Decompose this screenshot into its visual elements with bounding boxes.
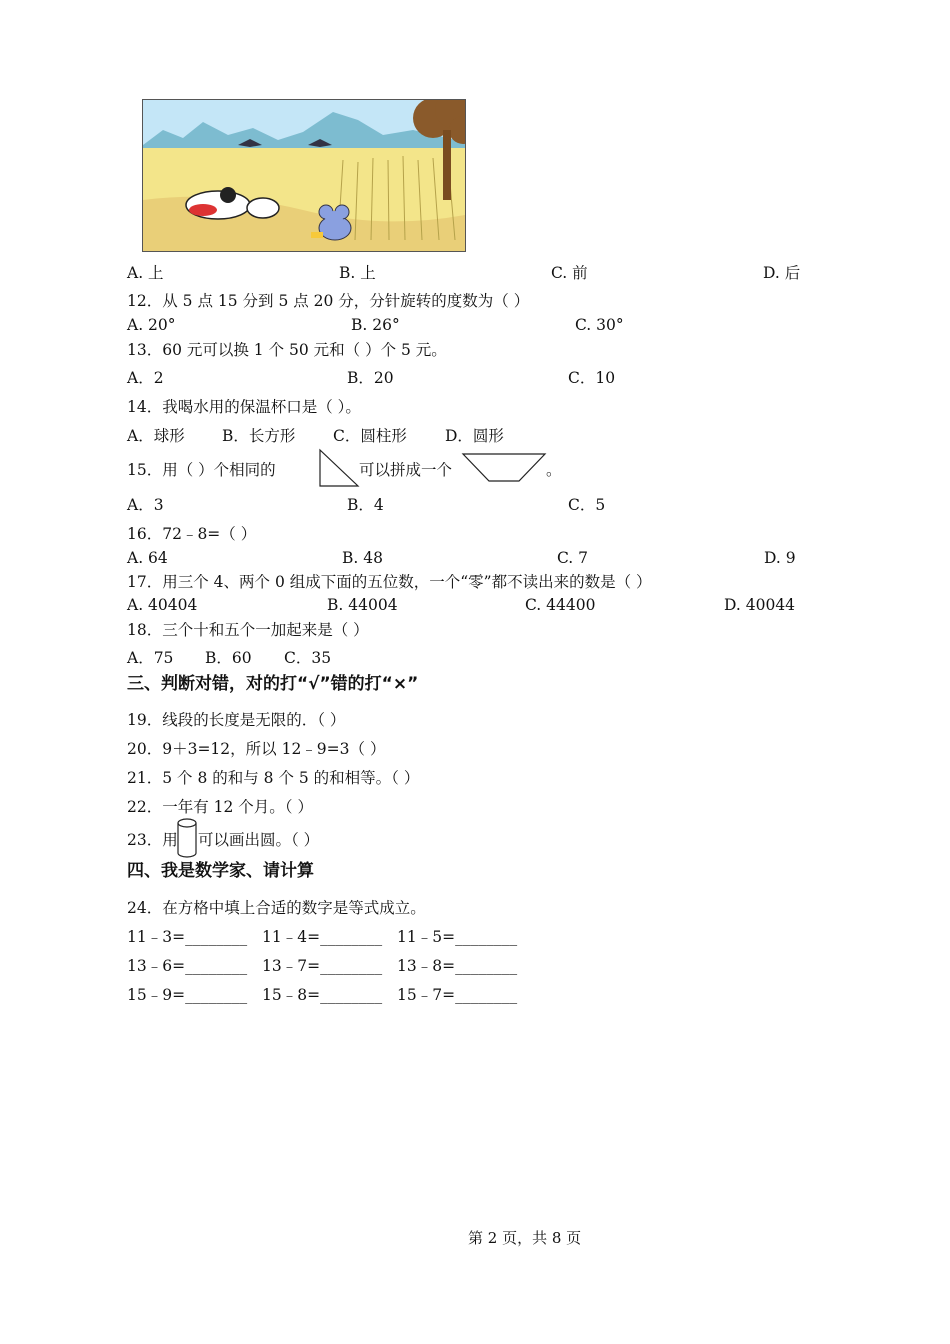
q17-option-c[interactable]: C. 44400 <box>525 596 596 614</box>
q24-equation[interactable]: 13﹣8=________ <box>397 957 518 975</box>
q12-option-b[interactable]: B. 26° <box>351 316 400 334</box>
q24-equation[interactable]: 15﹣7=________ <box>397 986 518 1004</box>
q19-question: 19．线段的长度是无限的．（ ） <box>127 711 346 729</box>
field-scene-svg <box>143 100 465 251</box>
q17-option-a[interactable]: A. 40404 <box>127 596 198 614</box>
q14-option-c[interactable]: C．圆柱形 <box>333 427 407 445</box>
q24-equation[interactable]: 11﹣5=________ <box>397 928 518 946</box>
q24-equation[interactable]: 15﹣9=________ <box>127 986 248 1004</box>
q14-option-b[interactable]: B．长方形 <box>222 427 296 445</box>
q18-question: 18．三个十和五个一加起来是（ ） <box>127 621 369 639</box>
q11-option-d[interactable]: D. 后 <box>763 264 801 282</box>
q21-question: 21．5 个 8 的和与 8 个 5 的和相等。（ ） <box>127 769 420 787</box>
q23-question-part1: 23．用 <box>127 831 178 849</box>
q11-option-a[interactable]: A. 上 <box>127 264 164 282</box>
q15-option-b[interactable]: B．4 <box>347 496 384 514</box>
q16-option-b[interactable]: B. 48 <box>342 549 383 567</box>
q11-option-c[interactable]: C. 前 <box>551 264 588 282</box>
q15-question-part3: 。 <box>546 461 562 479</box>
q14-option-d[interactable]: D．圆形 <box>445 427 504 445</box>
q15-question-part1: 15．用（ ）个相同的 <box>127 461 276 479</box>
q16-option-d[interactable]: D. 9 <box>764 549 796 567</box>
q15-question-part2: 可以拼成一个 <box>359 461 453 479</box>
q12-option-a[interactable]: A. 20° <box>127 316 176 334</box>
q14-question: 14．我喝水用的保温杯口是（ ）。 <box>127 398 361 416</box>
q20-question: 20．9＋3=12，所以 12﹣9=3（ ） <box>127 740 386 758</box>
q14-option-a[interactable]: A．球形 <box>127 427 185 445</box>
q13-option-a[interactable]: A．2 <box>127 369 164 387</box>
q11-option-b[interactable]: B. 上 <box>339 264 376 282</box>
q22-question: 22．一年有 12 个月。（ ） <box>127 798 313 816</box>
q24-equation[interactable]: 13﹣6=________ <box>127 957 248 975</box>
q13-option-c[interactable]: C．10 <box>568 369 616 387</box>
q12-option-c[interactable]: C. 30° <box>575 316 624 334</box>
page-footer: 第 2 页，共 8 页 <box>468 1229 582 1247</box>
section-3-title: 三、判断对错，对的打“√”错的打“×” <box>127 674 419 694</box>
cylinder-icon <box>176 817 198 859</box>
q24-equation[interactable]: 11﹣3=________ <box>127 928 248 946</box>
q17-option-b[interactable]: B. 44004 <box>327 596 398 614</box>
q24-equation[interactable]: 15﹣8=________ <box>262 986 383 1004</box>
q18-option-b[interactable]: B．60 <box>205 649 252 667</box>
q24-question: 24．在方格中填上合适的数字是等式成立。 <box>127 899 426 917</box>
q17-question: 17．用三个 4、两个 0 组成下面的五位数，一个“零”都不读出来的数是（ ） <box>127 573 652 591</box>
q18-option-c[interactable]: C．35 <box>284 649 332 667</box>
field-scene-illustration <box>142 99 466 252</box>
q17-option-d[interactable]: D. 40044 <box>724 596 796 614</box>
q12-question: 12．从 5 点 15 分到 5 点 20 分，分针旋转的度数为（ ） <box>127 292 530 310</box>
q16-option-a[interactable]: A. 64 <box>127 549 168 567</box>
q13-option-b[interactable]: B．20 <box>347 369 394 387</box>
q15-option-c[interactable]: C．5 <box>568 496 606 514</box>
q16-option-c[interactable]: C. 7 <box>557 549 589 567</box>
q13-question: 13．60 元可以换 1 个 50 元和（ ）个 5 元。 <box>127 341 447 359</box>
right-triangle-icon <box>318 448 360 488</box>
q24-equation[interactable]: 11﹣4=________ <box>262 928 383 946</box>
trapezoid-icon <box>461 451 547 483</box>
q24-equation[interactable]: 13﹣7=________ <box>262 957 383 975</box>
q23-question-part2: 可以画出圆。（ ） <box>198 831 320 849</box>
section-4-title: 四、我是数学家、请计算 <box>127 861 314 881</box>
q15-option-a[interactable]: A．3 <box>127 496 164 514</box>
q16-question: 16．72﹣8=（ ） <box>127 525 257 543</box>
q18-option-a[interactable]: A．75 <box>127 649 174 667</box>
